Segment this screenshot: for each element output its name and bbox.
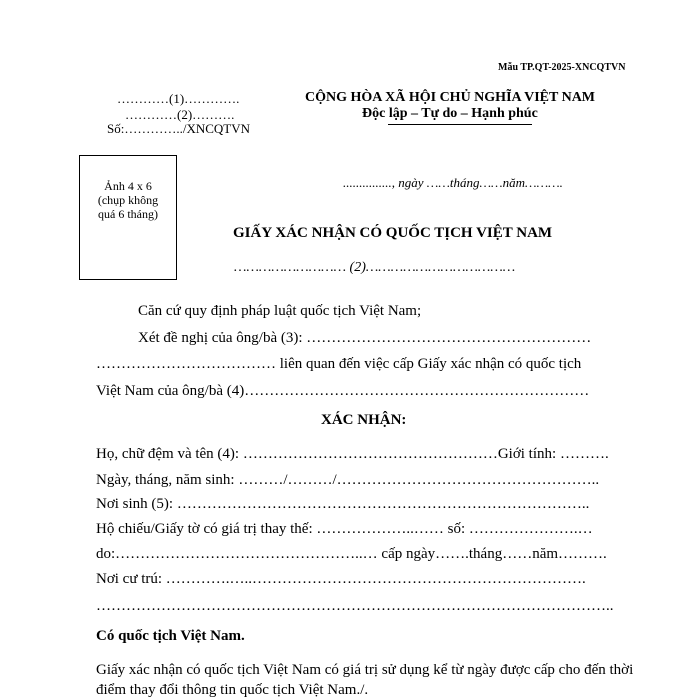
residence-field-cont: ………………………………………………………………………………………….. — [96, 598, 614, 614]
date-line: ..............., ngày ……tháng……năm………. — [343, 175, 563, 190]
validity-statement: Giấy xác nhận có quốc tịch Việt Nam có giá trị sử dụng kể từ ngày được cấp cho đến thời điểm thay đổi thông tin quốc tịch Việt Nam./. — [96, 662, 634, 698]
issuing-authority-line-1: …………(1)…………. — [117, 91, 240, 106]
form-code: Mẫu TP.QT-2025-XNCQTVN — [498, 62, 626, 73]
motto-underline — [388, 124, 532, 125]
full-name-field: Họ, chữ đệm và tên (4): ……………………………………………Giới tính: ………. — [96, 446, 609, 462]
nationality-statement: Có quốc tịch Việt Nam. — [96, 628, 245, 644]
photo-size-label: Ảnh 4 x 6 — [104, 179, 152, 193]
issued-by-field: do:…………………………………………..… cấp ngày…….tháng……năm………. — [96, 546, 607, 562]
photo-placeholder — [79, 155, 177, 280]
passport-field: Hộ chiếu/Giấy tờ có giá trị thay thế: ………………..…… số: ………………….… — [96, 521, 593, 537]
document-number: Số:…………../XNCQTVN — [107, 121, 251, 136]
photo-note-line-2: quá 6 tháng) — [98, 207, 158, 221]
legal-basis-line: Căn cứ quy định pháp luật quốc tịch Việt Nam; — [138, 303, 422, 319]
date-of-birth-field: Ngày, tháng, năm sinh: ………/………/…………………………………………….. — [96, 472, 600, 488]
applicant-line: Việt Nam của ông/bà (4)…………………………………………………………… — [96, 383, 590, 399]
residence-field: Nơi cư trú: ………….…..…………………………………………………………. — [96, 571, 586, 587]
request-line: Xét đề nghị của ông/bà (3): ………………………………………………… — [138, 330, 592, 346]
issuing-authority-line-2: …………(2)………. — [125, 107, 235, 122]
photo-instructions — [80, 179, 176, 221]
document-title: GIẤY XÁC NHẬN CÓ QUỐC TỊCH VIỆT NAM — [233, 225, 553, 241]
photo-note-line-1: (chụp không — [97, 193, 159, 207]
issuer-line: ……………………… (2)……………………………… — [234, 260, 516, 275]
country-name: CỘNG HÒA XÃ HỘI CHỦ NGHĨA VIỆT NAM — [305, 90, 596, 105]
national-motto: Độc lập – Tự do – Hạnh phúc — [362, 106, 538, 121]
birthplace-field: Nơi sinh (5): ……………………………………………………………………….. — [96, 496, 590, 512]
request-line-cont: ……………………………… liên quan đến việc cấp Giấy xác nhận có quốc tịch — [96, 356, 582, 372]
confirmation-heading: XÁC NHẬN: — [321, 412, 407, 428]
